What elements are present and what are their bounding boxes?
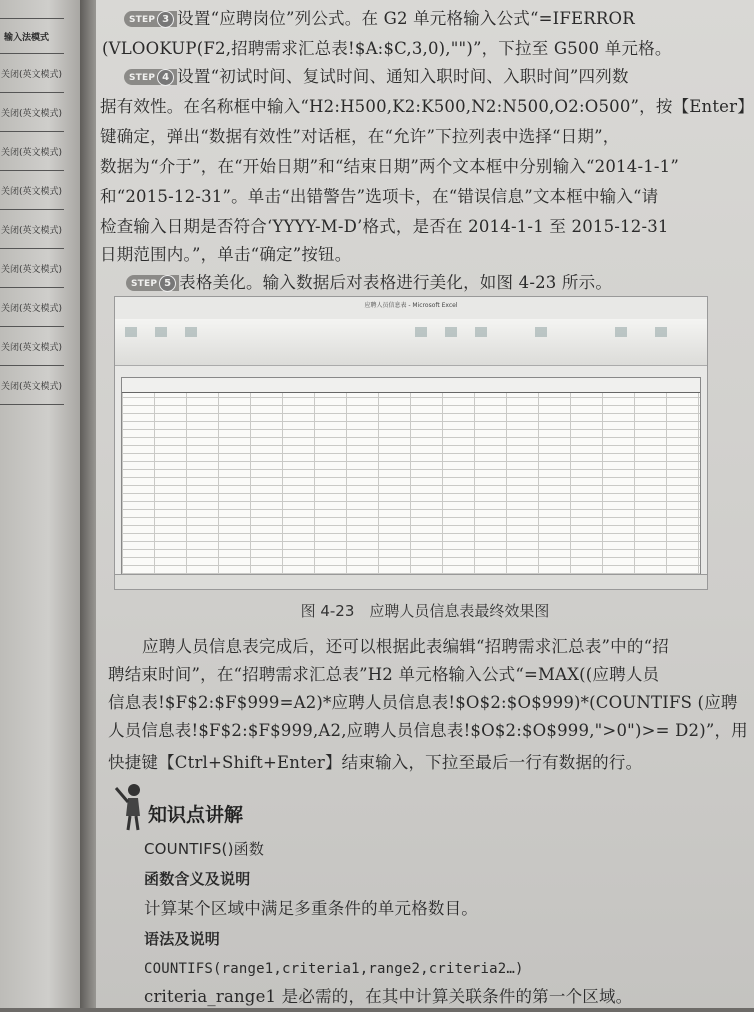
step3-line2: (VLOOKUP(F2,招聘需求汇总表!$A:$C,3,0),"")”，下拉至 G500 单元格。: [102, 39, 672, 58]
step4-line5: 和“2015-12-31”。单击“出错警告”选项卡，在“错误信息”文本框中输入“请: [100, 187, 659, 206]
step5-line1: STEP 5 表格美化。输入数据后对表格进行美化，如图 4-23 所示。: [126, 268, 612, 298]
table-row: 关闭(英文模式): [0, 288, 64, 327]
table-row: 关闭(英文模式): [0, 366, 64, 405]
knowledge-heading: 知识点讲解: [148, 804, 244, 826]
syntax-title: 语法及说明: [144, 930, 221, 948]
step-badge: STEP 5: [126, 275, 179, 291]
body-line4: 人员信息表!$F$2:$F$999,A2,应聘人员信息表!$O$2:$O$999,">0")>= D2)”，用: [108, 721, 748, 740]
table-row: 关闭(英文模式): [0, 327, 64, 366]
table-row: 关闭(英文模式): [0, 210, 64, 249]
step4-line2: 据有效性。在名称框中输入“H2:H500,K2:K500,N2:N500,O2:O500”，按【Enter】: [100, 97, 754, 116]
meaning-title: 函数含义及说明: [144, 870, 251, 888]
step4-line1: STEP 4 设置“初试时间、复试时间、通知入职时间、入职时间”四列数: [124, 62, 629, 92]
step-badge: STEP 4: [124, 69, 177, 85]
table-row: 关闭(英文模式): [0, 93, 64, 132]
step4-line6: 检查输入日期是否符合‘YYYY-M-D’格式，是否在 2014-1-1 至 2015-12-31: [100, 217, 669, 236]
meaning-text: 计算某个区域中满足多重条件的单元格数目。: [144, 899, 478, 918]
excel-window-title: 应聘人员信息表 - Microsoft Excel: [364, 302, 458, 309]
syntax-code: COUNTIFS(range1,criteria1,range2,criteria2…): [144, 961, 524, 977]
table-row: 关闭(英文模式): [0, 54, 64, 93]
body-line3: 信息表!$F$2:$F$999=A2)*应聘人员信息表!$O$2:$O$999)*(COUNTIFS (应聘: [108, 693, 738, 712]
step3-line1: STEP 3 设置“应聘岗位”列公式。在 G2 单元格输入公式“=IFERROR: [124, 4, 635, 34]
table-row: 关闭(英文模式): [0, 132, 64, 171]
left-page: [0, 0, 88, 1008]
left-page-table: [0, 18, 64, 405]
body-line1: 应聘人员信息表完成后，还可以根据此表编辑“招聘需求汇总表”中的“招: [142, 637, 669, 656]
table-row: 关闭(英文模式): [0, 249, 64, 288]
step4-line3: 键确定，弹出“数据有效性”对话框，在“允许”下拉列表中选择“日期”，: [100, 127, 620, 146]
function-name: COUNTIFS()函数: [144, 840, 265, 858]
ribbon-tabs: [115, 309, 707, 319]
criteria-description: criteria_range1 是必需的，在其中计算关联条件的第一个区域。: [144, 987, 633, 1006]
step4-line7: 日期范围内。”，单击“确定”按钮。: [100, 245, 352, 264]
excel-ribbon: [115, 319, 707, 366]
excel-sheet-grid: [121, 377, 701, 575]
presenter-icon: [114, 782, 146, 832]
right-page: [96, 0, 754, 1008]
excel-screenshot-figure: [114, 296, 708, 590]
figure-caption: 图 4-23 应聘人员信息表最终效果图: [300, 602, 550, 620]
body-line5: 快捷键【Ctrl+Shift+Enter】结束输入，下拉至最后一行有数据的行。: [108, 753, 643, 772]
left-page-header: 输入法模式: [0, 19, 64, 54]
table-row: 关闭(英文模式): [0, 171, 64, 210]
step4-line4: 数据为“介于”，在“开始日期”和“结束日期”两个文本框中分别输入“2014-1-1”: [100, 157, 680, 176]
excel-column-headers: [122, 378, 700, 393]
step-badge: STEP 3: [124, 11, 177, 27]
excel-status-bar: [115, 574, 707, 589]
body-line2: 聘结束时间”，在“招聘需求汇总表”H2 单元格输入公式“=MAX((应聘人员: [108, 665, 660, 684]
